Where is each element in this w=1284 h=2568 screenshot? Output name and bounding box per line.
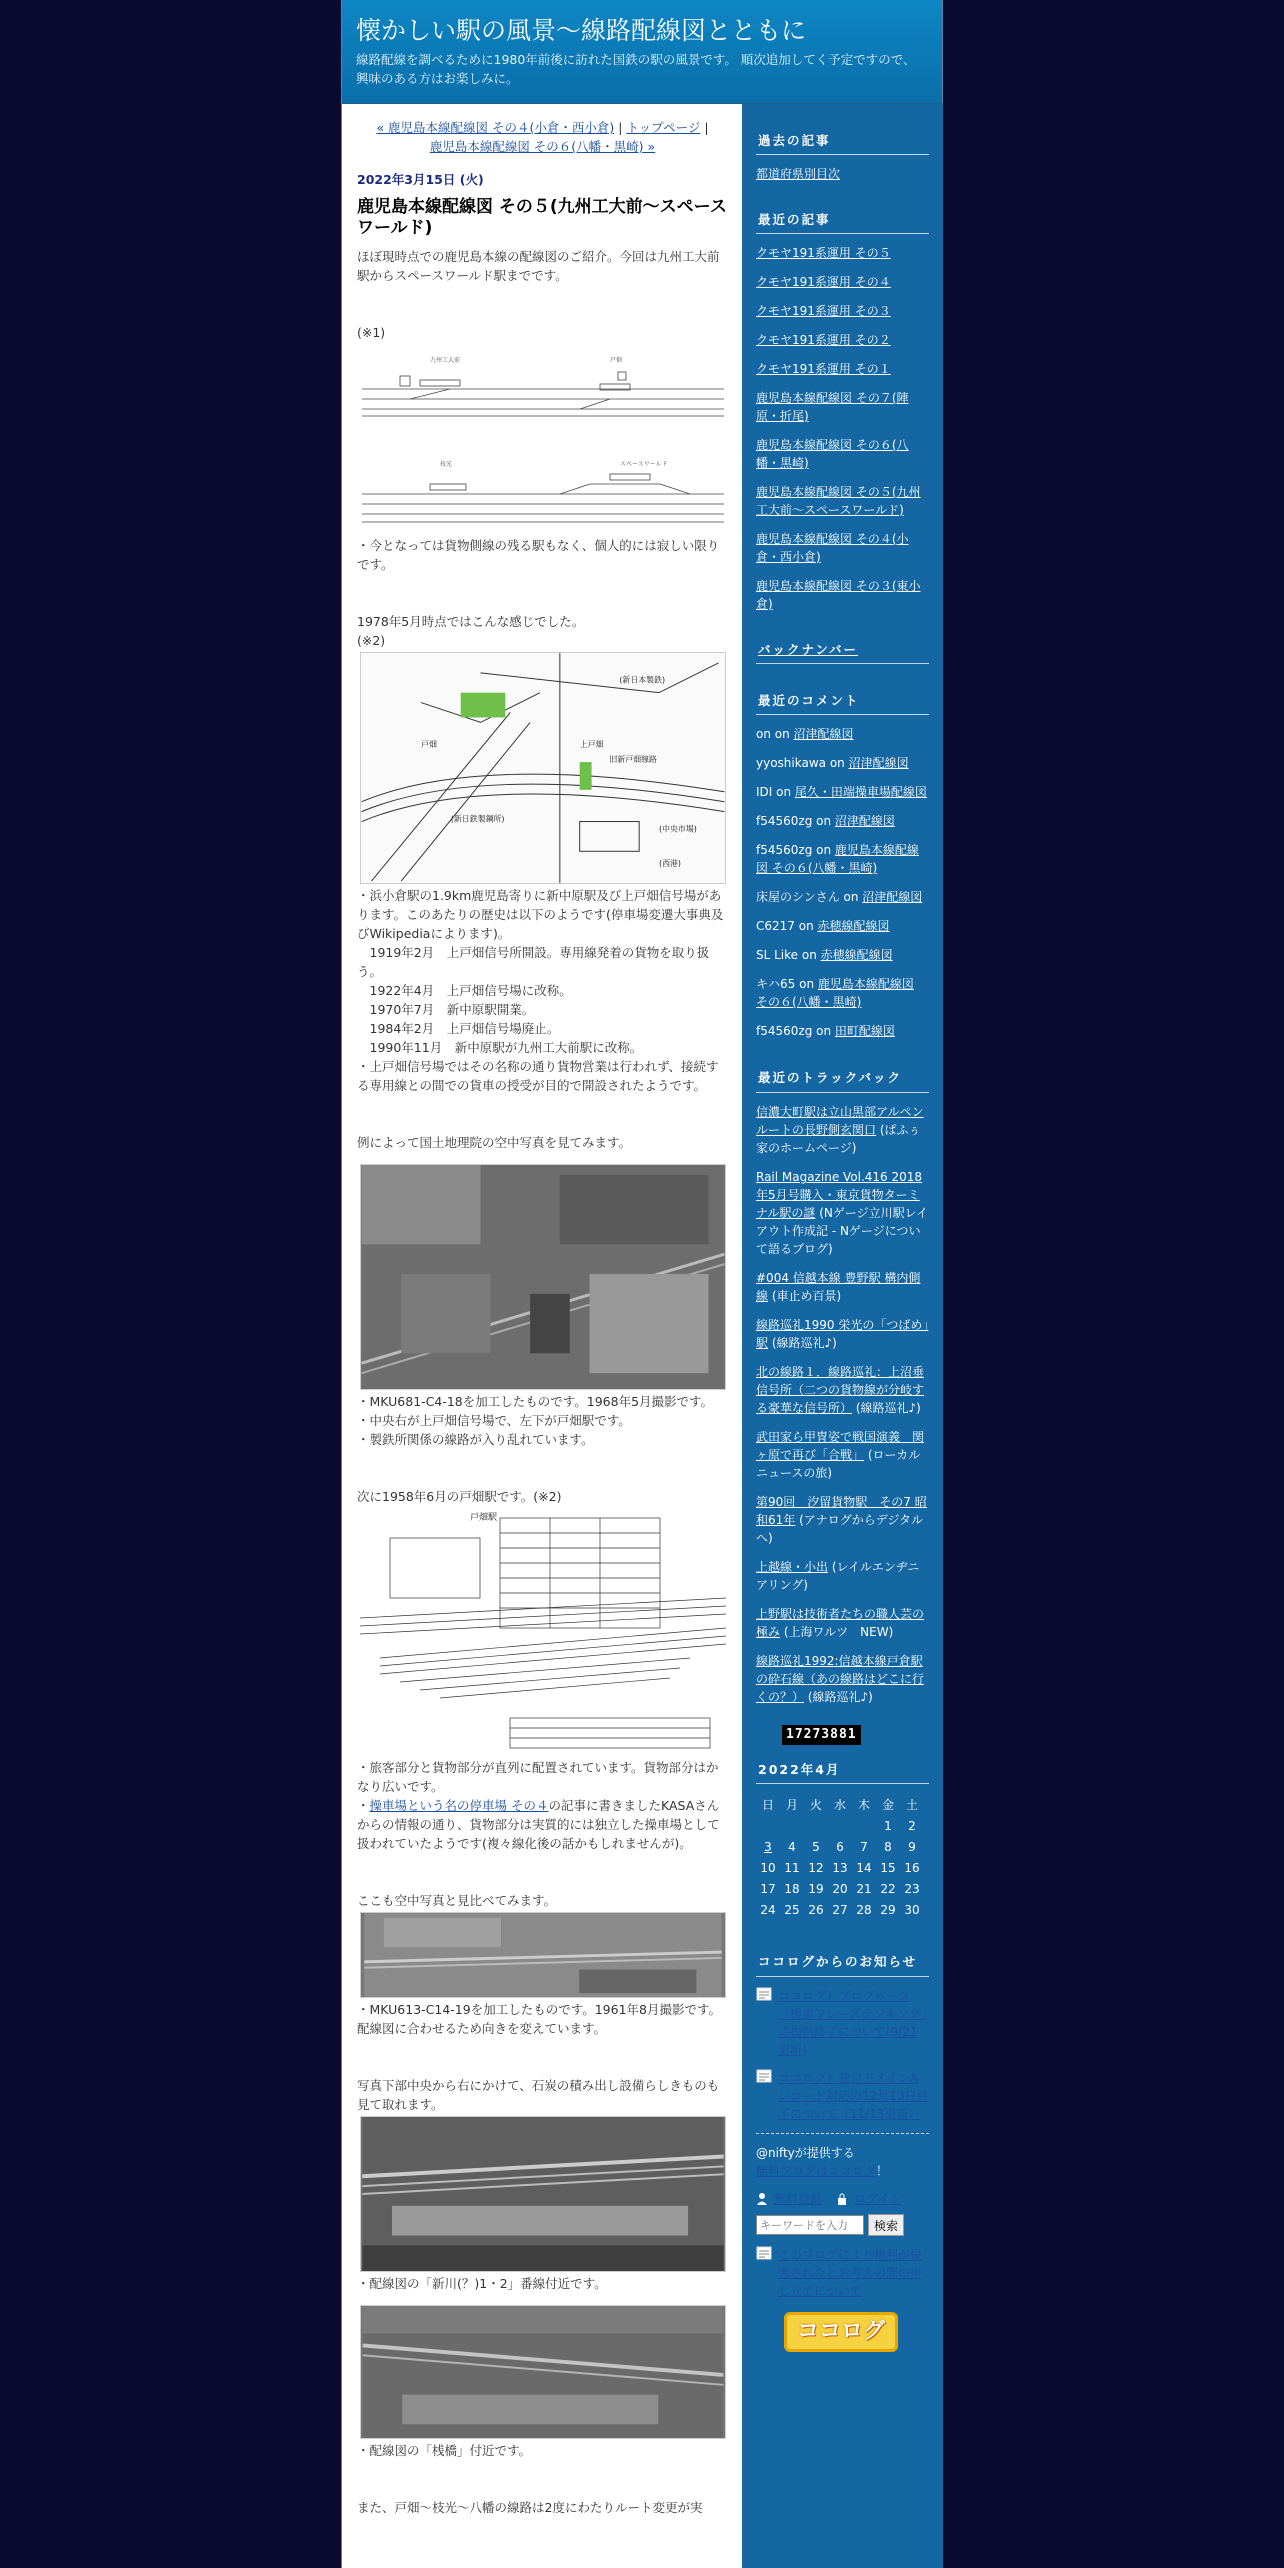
recent-trackbacks-list (756, 1103, 929, 1706)
map-1978-image[interactable] (360, 652, 726, 884)
calendar-day-link[interactable]: 3 (764, 1839, 772, 1854)
calendar-weekday: 金 (881, 1797, 894, 1812)
comment-item: キハ65 on 鹿児島本線配線図 その６(八幡・黒崎) (756, 977, 914, 1009)
tobata-intro: 次に1958年6月の戸畑駅です。(※2) (357, 1489, 562, 1504)
svg-text:(新日本製鉄): (新日本製鉄) (619, 675, 666, 685)
calendar-day: 26 (808, 1902, 824, 1917)
track-diagram-drawing (360, 344, 726, 534)
search-input[interactable] (756, 2215, 864, 2235)
compare-intro: ここも空中写真と見比べてみます。 (357, 1893, 557, 1908)
news-item: ココログ）独自ドメインAレコード対応の12月10日終了について（11/13更新） (756, 2069, 929, 2123)
rights-report-link[interactable]: このブログにより権利が侵害されたとお考えの際の申し立てについて (778, 2248, 923, 2298)
calendar-weekday: 月 (785, 1797, 798, 1812)
divider (756, 2133, 929, 2134)
recent-entry-link[interactable]: 鹿児島本線配線図 その４(小倉・西小倉) (756, 532, 909, 564)
trackback-item: #004 信越本線 豊野駅 構内側線 (車止め百景) (756, 1271, 921, 1303)
access-counter: 17273881 (782, 1725, 861, 1745)
svg-text:九州工大前: 九州工大前 (430, 357, 461, 364)
tobata-caption-1: ・旅客部分と貨物部分が直列に配置されています。貨物部分はかなり広いです。 (357, 1760, 719, 1794)
entry-title: 鹿児島本線配線図 その５(九州工大前～スペースワールド) (357, 197, 727, 238)
main-content (342, 104, 742, 2568)
nav-separator: | (614, 120, 627, 135)
calendar-day[interactable] (756, 1836, 780, 1857)
comment-item: IDI on 尾久・田端操車場配線図 (756, 785, 927, 799)
aerial-photo-shinkawa[interactable] (360, 2116, 726, 2272)
calendar-day: 17 (760, 1881, 776, 1896)
calendar-day: 18 (784, 1881, 800, 1896)
recent-entry-link[interactable]: クモヤ191系運用 その４ (756, 275, 891, 289)
aerial-photo-pier-drawing (361, 2306, 725, 2438)
note-1: (※1) (357, 325, 386, 340)
yard-article-link[interactable]: 操車場という名の停車場 その４ (369, 1798, 549, 1813)
note-2: (※2) (357, 633, 386, 648)
calendar-day: 1 (884, 1818, 892, 1833)
search-form (756, 2214, 929, 2236)
login-icon (836, 2192, 848, 2206)
trackback-item: 武田家ら甲冑姿で戦国演義 関ヶ原で再び「合戦」 (ローカルニュースの旅) (756, 1430, 925, 1480)
tobata-caption-2: ・操車場という名の停車場 その４の記事に書きましたKASAさんからの情報の通り、貨物部分は実質的には独立した操車場として扱われていたようです(複々線化後の話かもしれませんが)。 (357, 1798, 720, 1851)
entry-navigation: « 鹿児島本線配線図 その４(小倉・西小倉) | トップページ | 鹿児島本線配線図 その６(八幡・黒崎) » (376, 120, 709, 154)
login-link[interactable]: ログイン (854, 2192, 902, 2206)
svg-text:枝光: 枝光 (440, 461, 453, 468)
calendar-weekday: 水 (833, 1797, 846, 1812)
photo4-caption: ・配線図の「桟橋」付近です。 (357, 2443, 532, 2458)
past-entries-heading: 過去の記事 (756, 126, 929, 155)
comment-item: C6217 on 赤穂線配線図 (756, 919, 890, 933)
calendar-day: 7 (860, 1839, 868, 1854)
calendar-day: 15 (880, 1860, 896, 1875)
recent-entries-heading: 最近の記事 (756, 205, 929, 234)
calendar-day: 16 (904, 1860, 920, 1875)
calendar-day: 20 (832, 1881, 848, 1896)
entry-intro: ほぼ現時点での鹿児島本線の配線図のご紹介。今回は九州工大前駅からスペースワールド駅までです。 (357, 249, 720, 283)
page-container (341, 0, 943, 2568)
comment-item: yyoshikawa on 沼津配線図 (756, 756, 909, 770)
map-1978-drawing (361, 653, 725, 883)
aerial-photo-pier[interactable] (360, 2305, 726, 2439)
calendar-day: 25 (784, 1902, 800, 1917)
calendar-day: 23 (904, 1881, 920, 1896)
blog-banner (342, 0, 942, 104)
next-entry-link[interactable]: 鹿児島本線配線図 その６(八幡・黒崎) » (429, 139, 656, 154)
aerial-photo-1961[interactable] (360, 1912, 726, 1998)
report-item (756, 2246, 929, 2300)
svg-text:戸畑: 戸畑 (610, 357, 623, 364)
calendar-day: 12 (808, 1860, 824, 1875)
news-icon (756, 2069, 772, 2083)
recent-entry-link[interactable]: クモヤ191系運用 その３ (756, 304, 891, 318)
line-1978: 1978年5月時点ではこんな感じでした。 (357, 614, 585, 629)
recent-entry-link[interactable]: クモヤ191系運用 その１ (756, 362, 891, 376)
svg-text:戸畑駅: 戸畑駅 (470, 1513, 498, 1523)
svg-text:上戸畑: 上戸畑 (579, 740, 604, 750)
recent-entry-link[interactable]: 鹿児島本線配線図 その７(陣原・折尾) (756, 391, 909, 423)
calendar-day: 28 (856, 1902, 872, 1917)
calendar-day: 19 (808, 1881, 824, 1896)
recent-comments-heading: 最近のコメント (756, 686, 929, 715)
calendar-day: 2 (908, 1818, 916, 1833)
aerial-captions: ・MKU681-C4-18を加工したものです。1968年5月撮影です。 ・中央右が上戸畑信号場で、左下が戸畑駅です。 ・製鉄所関係の線路が入り乱れています。 (357, 1394, 714, 1447)
calendar-day: 29 (880, 1902, 896, 1917)
aerial-photo-shinkawa-drawing (361, 2117, 725, 2271)
svg-text:(新日鉄製鋼所): (新日鉄製鋼所) (450, 814, 505, 824)
tobata-1958-diagram[interactable] (360, 1508, 726, 1756)
calendar-day: 5 (812, 1839, 820, 1854)
calendar-day: 11 (784, 1860, 800, 1875)
nifty-line-2: 無料ブログはココログ！ (756, 2164, 889, 2178)
aerial-photo-1968-drawing (361, 1165, 725, 1389)
search-button[interactable]: 検索 (868, 2214, 904, 2236)
calendar-weekday: 火 (809, 1797, 822, 1812)
calendar-day: 30 (904, 1902, 920, 1917)
svg-text:スペースワールド: スペースワールド (620, 461, 668, 468)
aerial-photo-1961-drawing (361, 1913, 725, 1997)
aerial-photo-1968[interactable] (360, 1164, 726, 1390)
comment-item: f54560zg on 田町配線図 (756, 1024, 895, 1038)
account-links (756, 2190, 929, 2208)
tobata-1958-drawing (360, 1508, 726, 1756)
calendar-day (828, 1815, 852, 1836)
recent-trackbacks-heading: 最近のトラックバック (756, 1062, 929, 1093)
compare-caption: ・MKU613-C14-19を加工したものです。1961年8月撮影です。配線図に合わせるため向きを変えています。 (357, 2002, 721, 2036)
entry-date: 2022年3月15日 (火) (357, 172, 484, 187)
trackback-item: 上野駅は技術者たちの職人芸の極み (上海ワルツ NEW) (756, 1607, 925, 1639)
diagram-caption: ・今となっては貨物側線の残る駅もなく、個人的には寂しい限りです。 (357, 538, 720, 572)
svg-text:(中央市場): (中央市場) (658, 824, 697, 834)
svg-text:(西港): (西港) (658, 859, 682, 869)
calendar-day (756, 1815, 780, 1836)
user-icon (756, 2192, 768, 2206)
backnumber-heading[interactable]: バックナンバー (756, 635, 929, 664)
trackback-item: 信濃大町駅は立山黒部アルペンルートの長野側玄関口 (ぱふぅ家のホームページ) (756, 1105, 924, 1155)
top-page-link[interactable]: トップページ (626, 120, 701, 135)
tail-text: また、戸畑～枝光～八幡の線路は2度にわたりルート変更が実 (357, 2500, 703, 2515)
recent-entry-link[interactable]: 鹿児島本線配線図 その５(九州工大前～スペースワールド) (756, 485, 921, 517)
blog-description: 線路配線を調べるために1980年前後に訪れた国鉄の駅の風景です。 順次追加してく予定ですので、興味のある方はお楽しみに。 (356, 52, 916, 86)
comment-item: SL Like on 赤穂線配線図 (756, 948, 893, 962)
trackback-item: 第90回 汐留貨物駅 その7 昭和61年 (アナログからデジタルへ) (756, 1495, 927, 1545)
nifty-line-1: @niftyが提供する (756, 2146, 855, 2160)
calendar-day: 21 (856, 1881, 872, 1896)
cocolog-news-heading: ココログからのお知らせ (756, 1946, 929, 1977)
sidebar-item-past[interactable]: 都道府県別目次 (756, 167, 841, 181)
calendar-weekday: 土 (905, 1797, 918, 1812)
calendar-title: 2022年4月 (756, 1755, 929, 1784)
recent-entry-link[interactable]: クモヤ191系運用 その５ (756, 246, 891, 260)
news-icon (756, 1987, 772, 2001)
calendar-day: 4 (788, 1839, 796, 1854)
svg-text:戸畑: 戸畑 (421, 740, 437, 750)
calendar-day: 8 (884, 1839, 892, 1854)
coal-intro: 写真下部中央から右にかけて、石炭の積み出し設備らしきものも見て取れます。 (357, 2078, 720, 2112)
calendar-day: 22 (880, 1881, 896, 1896)
calendar-weekday: 木 (857, 1797, 870, 1812)
sidebar (742, 104, 943, 2568)
blog-title[interactable]: 懐かしい駅の風景～線路配線図とともに (356, 16, 807, 45)
comment-item: 床屋のシンさん on 沼津配線図 (756, 890, 923, 904)
svg-text:旧新戸畑線路: 旧新戸畑線路 (609, 755, 657, 765)
calendar-day (804, 1815, 828, 1836)
trackback-item: Rail Magazine Vol.416 2018年5月号購入・東京貨物ターミナル駅の謎 (Nゲージ立川駅レイアウト作成記 - Nゲージについて語るブログ) (756, 1170, 929, 1256)
trackback-item: 線路巡礼1990 栄光の「つばめ」駅 (線路巡礼♪) (756, 1318, 929, 1350)
calendar-day: 27 (832, 1902, 848, 1917)
recent-entry-link[interactable]: 鹿児島本線配線図 その６(八幡・黒崎) (756, 438, 909, 470)
calendar-day (780, 1815, 804, 1836)
calendar (756, 1794, 924, 1920)
comment-item: f54560zg on 鹿児島本線配線図 その６(八幡・黒崎) (756, 843, 919, 875)
comment-item: f54560zg on 沼津配線図 (756, 814, 895, 828)
track-diagram-image[interactable] (360, 344, 726, 534)
calendar-day: 14 (856, 1860, 872, 1875)
calendar-day: 6 (836, 1839, 844, 1854)
calendar-day: 24 (760, 1902, 776, 1917)
recent-entries-list (756, 244, 929, 613)
trackback-item: 北の線路１．線路巡礼：上沼垂信号所（二つの貨物線が分岐する豪華な信号所） (線路巡礼♪) (756, 1365, 925, 1415)
calendar-day (852, 1815, 876, 1836)
calendar-day: 13 (832, 1860, 848, 1875)
register-link[interactable]: 無料登録 (774, 2192, 823, 2206)
trackback-item: 線路巡礼1992:信越本線戸倉駅の砕石線（あの線路はどこに行くの？） (線路巡礼♪) (756, 1654, 925, 1704)
cocolog-logo[interactable]: ココログ (784, 2312, 898, 2352)
aerial-intro: 例によって国土地理院の空中写真を見てみます。 (357, 1135, 632, 1150)
calendar-day: 9 (908, 1839, 916, 1854)
prev-entry-link[interactable]: « 鹿児島本線配線図 その４(小倉・西小倉) (376, 120, 615, 135)
recent-comments-list (756, 725, 929, 1040)
calendar-day: 10 (760, 1860, 776, 1875)
document-icon (756, 2246, 772, 2260)
recent-entry-link[interactable]: 鹿児島本線配線図 その３(東小倉) (756, 579, 921, 611)
news-item: ココログ）ブログパーツ「検索フレーズランキング」の提供終了について(9/21更新) (756, 1987, 929, 2059)
photo3-caption: ・配線図の「新川(？)1・2」番線付近です。 (357, 2276, 607, 2291)
comment-item: on on 沼津配線図 (756, 727, 854, 741)
calendar-weekday: 日 (761, 1797, 774, 1812)
trackback-item: 上越線・小出 (レイルエンヂニアリング) (756, 1560, 920, 1592)
history-block: ・浜小倉駅の1.9km鹿児島寄りに新中原駅及び上戸畑信号場があります。このあたりの歴史は以下のようです(停車場変遷大事典及びWikipediaによります)。 1919年2月 上戸畑信号所開設。専用線発着の貨物を取り扱う。 1922年4月 上戸畑信号場に改称。 1970年7月 新中原駅開業。 1984年2月 上戸畑信号場廃止。 1990年11月 新中原駅が九州工大前駅に改称。 ・上戸畑信号場ではその名称の通り貨物営業は行われず、接続する専用線との間での貨車の授受が目的で開設されたようです。 (357, 888, 724, 1093)
recent-entry-link[interactable]: クモヤ191系運用 その２ (756, 333, 891, 347)
